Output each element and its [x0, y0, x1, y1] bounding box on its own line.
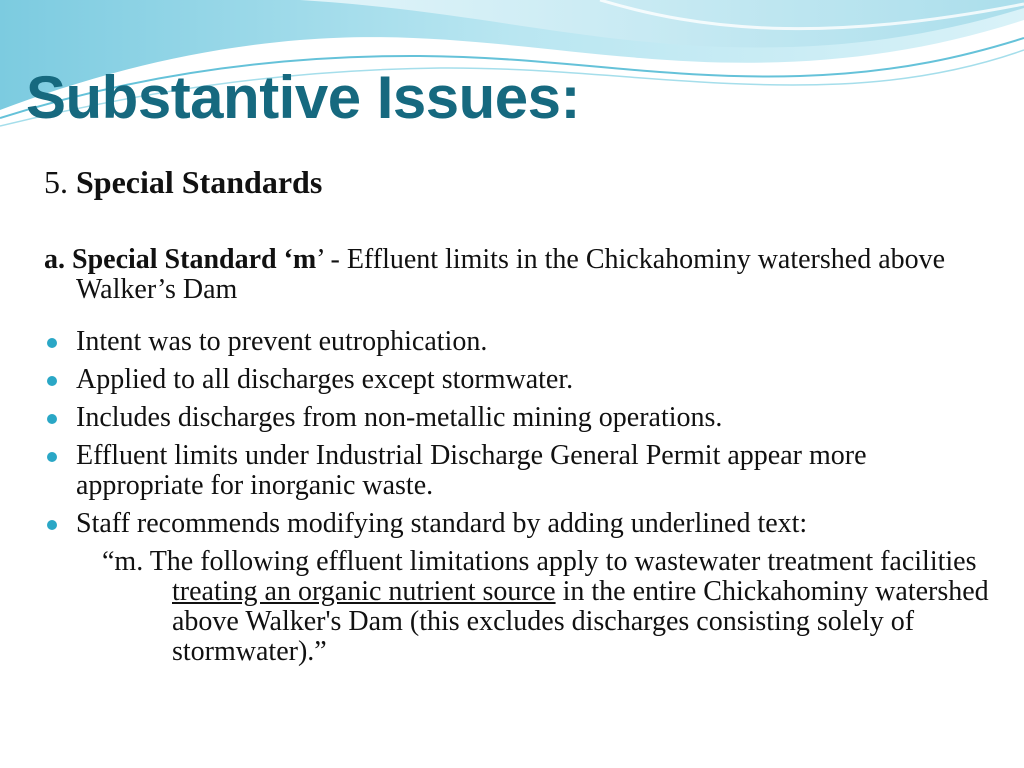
- bullet-item: Applied to all discharges except stormwater.: [44, 365, 994, 395]
- section-number: 5.: [44, 164, 76, 200]
- bullet-dot-icon: [47, 376, 57, 386]
- subsection-label: a. Special Standard ‘m: [44, 244, 317, 275]
- bullet-list: [44, 327, 994, 539]
- slide-title: Substantive Issues:: [26, 64, 581, 131]
- bullet-dot-icon: [47, 338, 57, 348]
- subsection-label-tail: ’: [316, 244, 324, 275]
- subsection-heading: [44, 245, 994, 305]
- bullet-dot-icon: [47, 414, 57, 424]
- bullet-item: Staff recommends modifying standard by adding underlined text:: [44, 509, 994, 539]
- section-heading: [44, 164, 994, 200]
- bullet-item: Intent was to prevent eutrophication.: [44, 327, 994, 357]
- bullet-item: Effluent limits under Industrial Discharge General Permit appear more appropriate for inorganic waste.: [44, 441, 994, 501]
- subsection-text: - Effluent limits in the Chickahominy watershed above Walker’s Dam: [76, 244, 946, 305]
- bullet-dot-icon: [47, 452, 57, 462]
- section-title: Special Standards: [76, 164, 323, 200]
- proposed-text-quote: “m. The following effluent limitations apply to wastewater treatment facilities treating an organic nutrient source in the entire Chickahominy watershed above Walker's Dam (this excludes discharges consisting solely of stormwater).”: [102, 546, 989, 667]
- slide-content: [44, 164, 994, 667]
- underlined-addition: treating an organic nutrient source: [172, 576, 556, 607]
- bullet-item: Includes discharges from non-metallic mining operations.: [44, 403, 994, 433]
- bullet-dot-icon: [47, 520, 57, 530]
